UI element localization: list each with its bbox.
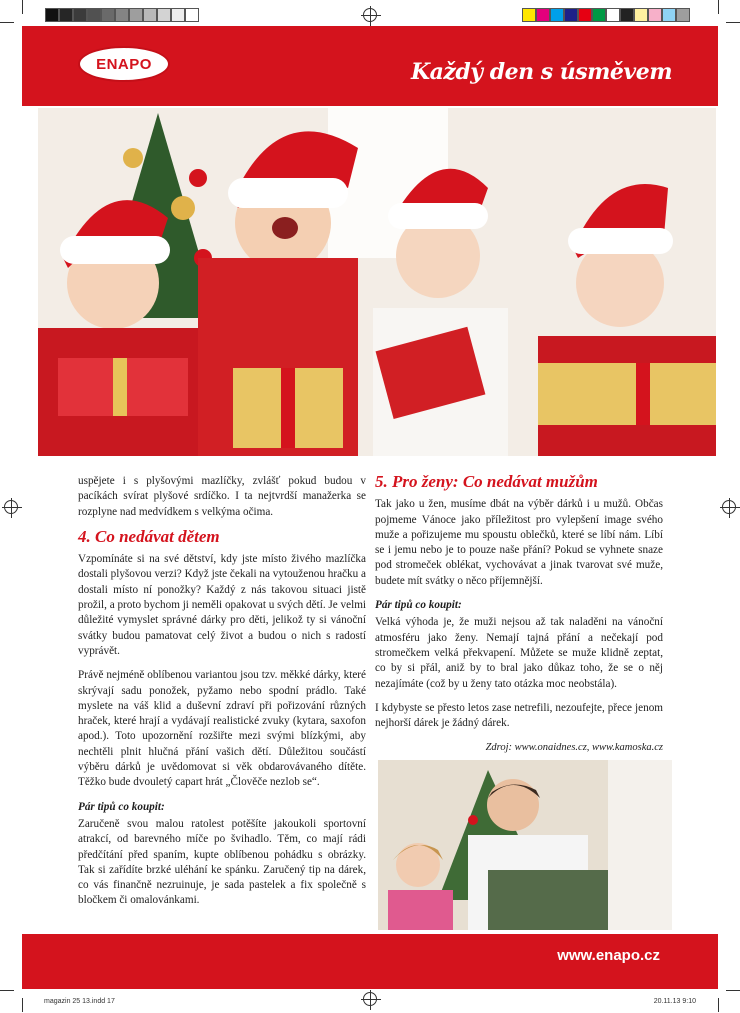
date-slug: 20.11.13 9:10	[653, 998, 696, 1005]
color-swatch	[634, 8, 648, 22]
intro-paragraph: uspějete i s plyšovými mazlíčky, zvlášť pokud budou v pacíkách svírat plyšové srdíčko. I ta nejtvrdší manažerka se rozplyne nad medvídkem s velkýma očima.	[78, 475, 366, 518]
color-swatch	[101, 8, 115, 22]
children-paragraph-2: Právě nejméně oblíbenou variantou jsou tzv. měkké dárky, které skrývají sadu ponožek, pyžamo nebo spodní prádlo. Také myslete na váš klid a duševní zdraví při pořizování různých hraček, které hrají a vydávají realistické zvuky (kytara, saxofon apod.). Toto upozornění rozšiřte mezi svými blízkými, aby nechtěli plnit hlučná přání vašich dětí. Důležitou součástí výběru dárků je uvědomovat si věk obdarovávaného dítěte. Těžko bude dvouletý capart hrát „Člověče nezlob se“.	[78, 669, 366, 789]
footer-band	[22, 934, 718, 989]
crop-mark	[718, 0, 719, 14]
color-swatch	[564, 8, 578, 22]
color-swatch	[536, 8, 550, 22]
registration-mark-left	[4, 500, 18, 514]
crop-mark	[22, 0, 23, 14]
color-swatch	[45, 8, 59, 22]
header-band	[22, 26, 718, 106]
registration-mark-bottom	[363, 992, 377, 1006]
children-paragraph-1: Vzpomínáte si na své dětství, kdy jste místo živého mazlíčka dostali plyšovou verzi? Když jste čekali na vytouženou hračku a dostali místo ní ponožky? Každý z nás takovou situaci jistě prožil, a proto bychom ji neměli opakovat u svých dětí. Je velmi důležité vymyslet správné dárky pro děti, jelikož ty si vánoční svátky budou pamatovat celý život a budou o nich s radostí vyprávět.	[78, 553, 367, 657]
color-swatch	[115, 8, 129, 22]
tips-heading-men: Pár tipů co koupit:	[375, 599, 462, 612]
men-paragraph-1: Tak jako u žen, musíme dbát na výběr dárků i u mužů. Občas pojmeme Vánoce jako příležitost pro vylepšení image svého muže a pořizujeme mu spoustu oblečků, které se líbí nám. Líbí se i jemu nebo je to pouze naše přání? Pokud se vyhnete snaze pod stromeček oblékat, vychovávat a jinak tvarovat své muže, budete mít svátky o něco příjemnější.	[375, 498, 663, 587]
crop-mark	[0, 990, 14, 991]
men-paragraph-2: I kdybyste se přesto letos zase netrefili, nezoufejte, přece jenom nejhorší dárek je žádný dárek.	[375, 701, 663, 730]
enapo-logo	[78, 46, 170, 82]
footer-website-link[interactable]: www.enapo.cz	[557, 947, 660, 964]
color-swatch	[185, 8, 199, 22]
color-swatch	[592, 8, 606, 22]
color-swatch	[59, 8, 73, 22]
color-swatch	[648, 8, 662, 22]
section-heading-men: 5. Pro ženy: Co nedávat mužům	[375, 472, 598, 491]
color-swatch	[606, 8, 620, 22]
color-swatch	[620, 8, 634, 22]
color-swatch	[171, 8, 185, 22]
file-slug: magazin 25 13.indd 17	[44, 998, 115, 1005]
color-swatch	[676, 8, 690, 22]
color-swatch	[522, 8, 536, 22]
tips-paragraph-men: Velká výhoda je, že muži nejsou až tak naladěni na vánoční atmosféru jako ženy. Nemají tajná přání a nečekají pod stromečkem velká překvapení. Můžete se muže klidně zeptat, co by si přál, aniž by to bral jako důkaz toho, že se o něj nezajímáte (což by u ženy tato otázka moc neobstála).	[375, 616, 663, 690]
color-swatch	[143, 8, 157, 22]
crop-mark	[726, 22, 740, 23]
source-credit: Zdroj: www.onaidnes.cz, www.kamoska.cz	[485, 742, 663, 754]
color-swatch	[129, 8, 143, 22]
tagline: Každý den s úsměvem	[411, 59, 672, 85]
right-article-column	[375, 474, 663, 765]
hero-photo-children-with-gifts	[38, 108, 716, 456]
section-heading-children: 4. Co nedávat dětem	[78, 526, 220, 546]
photo-man-with-sweater	[378, 760, 672, 930]
color-swatch	[73, 8, 87, 22]
color-swatch	[578, 8, 592, 22]
registration-mark-right	[722, 500, 736, 514]
tips-heading-children: Pár tipů co koupit:	[78, 800, 165, 813]
tips-paragraph-children: Zaručeně svou malou ratolest potěšíte jakoukoli sportovní atrakcí, od barevného míče po švihadlo. Těm, co mají rádi předčítání před spaním, kupte oblíbenou pohádku s obrázky. Tak si zařídíte brzké uléhání ke spánku. Zaručený tip na dárek, co vás finančně nezruinuje, je sada pastelek a fix společně s bločkem či omalovánkami.	[78, 817, 366, 907]
registration-mark-top	[363, 8, 377, 22]
crop-mark	[0, 22, 14, 23]
grayscale-color-bar	[45, 8, 199, 22]
color-swatch	[87, 8, 101, 22]
color-swatch	[157, 8, 171, 22]
left-article-column	[78, 474, 366, 918]
crop-mark	[726, 990, 740, 991]
cmyk-color-bar	[522, 8, 690, 22]
color-swatch	[662, 8, 676, 22]
crop-mark	[22, 998, 23, 1012]
crop-mark	[718, 998, 719, 1012]
color-swatch	[550, 8, 564, 22]
logo-text: ENAPO	[96, 55, 152, 73]
